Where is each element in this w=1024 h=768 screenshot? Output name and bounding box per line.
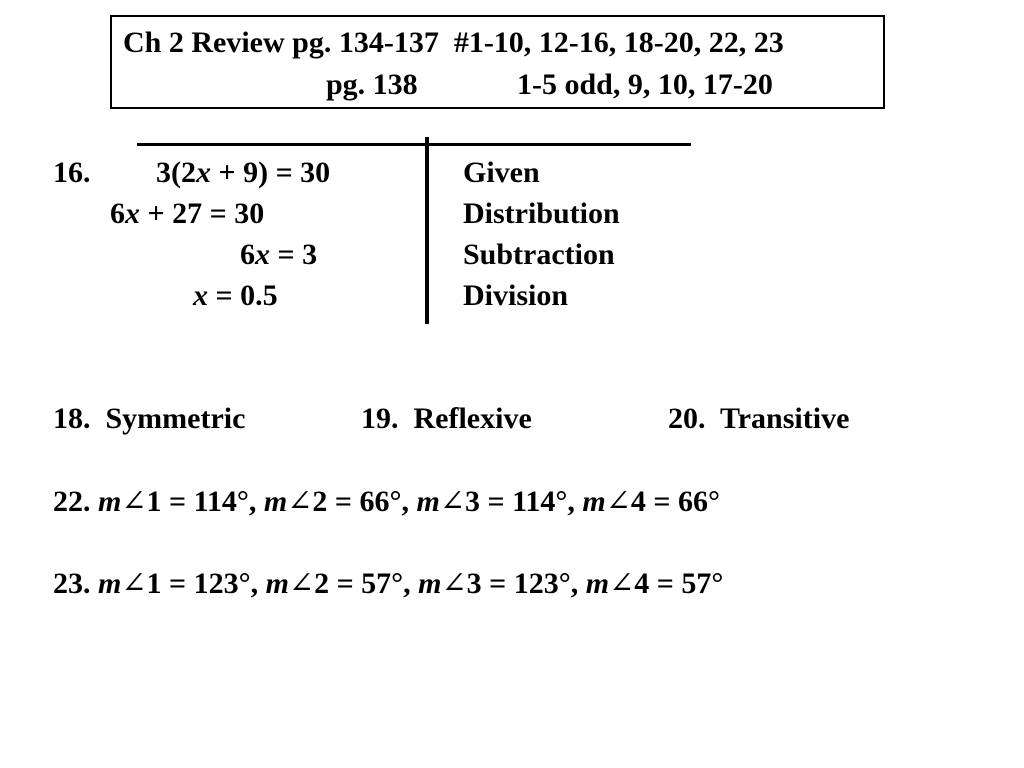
p23-angle3: 3 = 123°, [466, 567, 579, 600]
step-1-coef: 3(2 [156, 156, 196, 189]
p23-angle1: 1 = 123°, [146, 567, 259, 600]
p22-angle2: 2 = 66°, [312, 485, 409, 518]
step-1-equation [156, 158, 330, 188]
p23-m1: m [98, 567, 122, 600]
problem-16-number: 16. [53, 156, 91, 189]
angle-icon: ∠ [121, 485, 147, 518]
step-3-var: x [255, 238, 270, 271]
answer-20: 20. Transitive [668, 402, 850, 435]
step-3-coef: 6 [240, 238, 255, 271]
header-line-2-pages: pg. 138 [326, 68, 418, 101]
problem-22-number: 22. [53, 485, 91, 518]
angle-icon: ∠ [605, 485, 631, 518]
angle-icon: ∠ [441, 567, 467, 600]
p23-m2: m [265, 567, 289, 600]
step-4-equation [193, 281, 278, 311]
step-3-reason: Subtraction [463, 238, 615, 271]
step-1-var: x [196, 156, 211, 189]
problem-23 [53, 569, 723, 599]
step-3-rest: = 3 [270, 238, 318, 271]
p22-angle3: 3 = 114°, [464, 485, 575, 518]
tchart-vertical-line [425, 137, 429, 324]
angle-icon: ∠ [439, 485, 465, 518]
step-2-reason: Distribution [463, 197, 620, 230]
step-4-rest: = 0.5 [208, 279, 278, 312]
answer-19: 19. Reflexive [361, 402, 532, 435]
header-line-2-problems: 1-5 odd, 9, 10, 17-20 [517, 68, 773, 101]
angle-icon: ∠ [288, 567, 315, 600]
step-2-equation [110, 199, 264, 229]
step-1-reason: Given [463, 156, 540, 189]
p23-angle4: 4 = 57° [634, 567, 724, 600]
header-line-1: Ch 2 Review pg. 134-137 #1-10, 12-16, 18-20, 22, 23 [123, 26, 784, 59]
answer-18: 18. Symmetric [53, 402, 246, 435]
angle-icon: ∠ [609, 567, 635, 600]
p23-m3: m [418, 567, 442, 600]
step-2-var: x [125, 197, 140, 230]
problem-22 [53, 487, 720, 517]
step-2-coef: 6 [110, 197, 125, 230]
p23-m4: m [585, 567, 610, 600]
p22-m1: m [98, 485, 122, 518]
p23-angle2: 2 = 57°, [314, 567, 411, 600]
p22-angle1: 1 = 114°, [146, 485, 257, 518]
step-3-equation [240, 240, 317, 270]
problem-23-number: 23. [53, 567, 91, 600]
angle-icon: ∠ [121, 567, 147, 600]
step-1-rest: + 9) = 30 [211, 156, 331, 189]
step-4-var: x [193, 279, 208, 312]
step-2-rest: + 27 = 30 [140, 197, 265, 230]
angle-icon: ∠ [287, 485, 313, 518]
tchart-horizontal-line [137, 143, 691, 146]
p22-m3: m [416, 485, 440, 518]
step-4-reason: Division [463, 279, 569, 312]
p22-angle4: 4 = 66° [630, 485, 720, 518]
p22-m2: m [263, 485, 288, 518]
p22-m4: m [582, 485, 606, 518]
